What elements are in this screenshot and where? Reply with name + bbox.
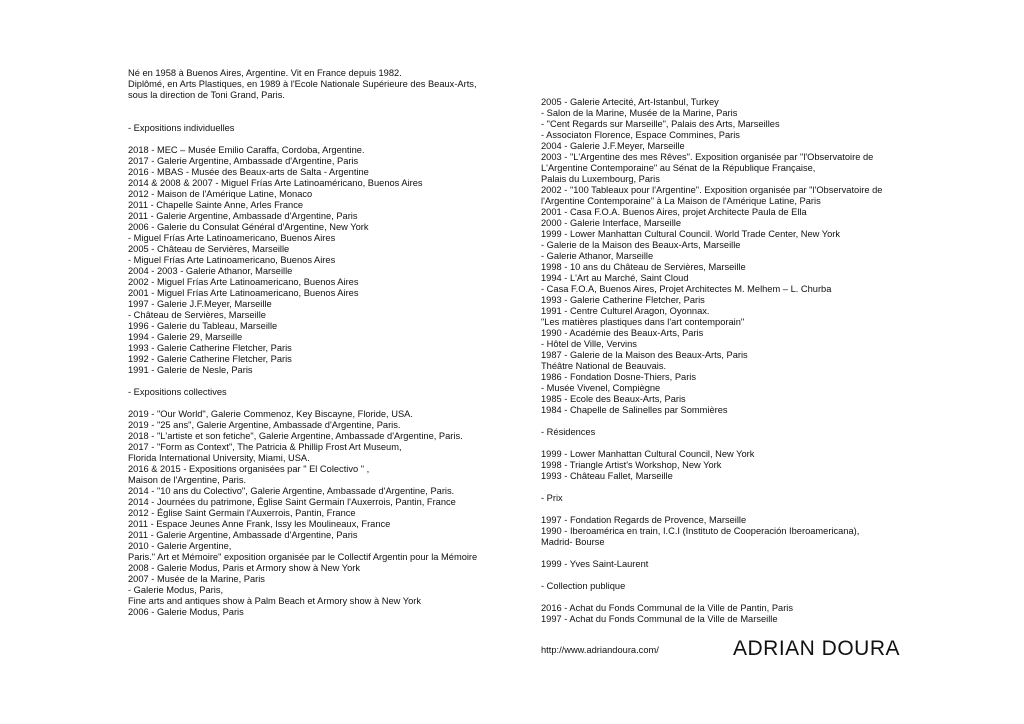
website-url[interactable]: http://www.adriandoura.com/ xyxy=(541,645,659,655)
cv-line: 2016 - MBAS - Musée des Beaux-arts de Salta - Argentine xyxy=(128,167,369,177)
cv-line: 2011 - Galerie Argentine, Ambassade d'Argentine, Paris xyxy=(128,211,358,221)
cv-line: 1993 - Galerie Catherine Fletcher, Paris xyxy=(541,295,705,305)
cv-line: 2001 - Casa F.O.A. Buenos Aires, projet Architecte Paula de Ella xyxy=(541,207,807,217)
cv-line: 1986 - Fondation Dosne-Thiers, Paris xyxy=(541,372,697,382)
cv-line: - Prix xyxy=(541,493,563,503)
cv-line xyxy=(128,101,528,112)
cv-line xyxy=(128,376,528,387)
cv-line: 2003 - "L'Argentine des mes Rêves". Exposition organisée par "l'Observatoire de xyxy=(541,152,874,162)
cv-line: 1990 - Iberoamérica en train, I.C.I (Instituto de Cooperación Iberoamericana), xyxy=(541,526,860,536)
cv-line xyxy=(128,134,528,145)
cv-line: 1997 - Galerie J.F.Meyer, Marseille xyxy=(128,299,272,309)
cv-line: 2005 - Château de Servières, Marseille xyxy=(128,244,290,254)
cv-line: - Résidences xyxy=(541,427,596,437)
cv-line: - Associaton Florence, Espace Commines, Paris xyxy=(541,130,740,140)
cv-line: 1999 - Lower Manhattan Cultural Council, New York xyxy=(541,449,755,459)
cv-line: 1996 - Galerie du Tableau, Marseille xyxy=(128,321,278,331)
cv-line: 2005 - Galerie Artecité, Art-Istanbul, Turkey xyxy=(541,97,719,107)
cv-line: 2011 - Espace Jeunes Anne Frank, Issy les Moulineaux, France xyxy=(128,519,391,529)
artist-signature: ADRIAN DOURA xyxy=(733,637,901,660)
left-column xyxy=(128,68,528,618)
cv-line: Florida International University, Miami, USA. xyxy=(128,453,310,463)
cv-line: 2016 & 2015 - Expositions organisées par " El Colectivo " , xyxy=(128,464,370,474)
cv-line: 1994 - L'Art au Marché, Saint Cloud xyxy=(541,273,689,283)
cv-line: 1998 - Triangle Artist's Workshop, New York xyxy=(541,460,722,470)
cv-line: 2006 - Galerie Modus, Paris xyxy=(128,607,244,617)
cv-line: - Galerie de la Maison des Beaux-Arts, Marseille xyxy=(541,240,741,250)
cv-line: - Casa F.O.A, Buenos Aires, Projet Architectes M. Melhem – L. Churba xyxy=(541,284,832,294)
cv-line: 2012 - Église Saint Germain l'Auxerrois, Pantin, France xyxy=(128,508,356,518)
cv-line: - Galerie Modus, Paris, xyxy=(128,585,224,595)
cv-line: - Salon de la Marine, Musée de la Marine, Paris xyxy=(541,108,738,118)
cv-line: Fine arts and antiques show à Palm Beach et Armory show à New York xyxy=(128,596,422,606)
cv-line: 2017 - Galerie Argentine, Ambassade d'Argentine, Paris xyxy=(128,156,359,166)
cv-line: 1992 - Galerie Catherine Fletcher, Paris xyxy=(128,354,292,364)
cv-line: - "Cent Regards sur Marseille", Palais des Arts, Marseilles xyxy=(541,119,780,129)
cv-line: 1999 - Lower Manhattan Cultural Council. World Trade Center, New York xyxy=(541,229,841,239)
cv-line xyxy=(541,416,961,427)
cv-line: 2001 - Miguel Frías Arte Latinoamericano, Buenos Aires xyxy=(128,288,359,298)
cv-line: 2000 - Galerie Interface, Marseille xyxy=(541,218,682,228)
cv-line: 2002 - Miguel Frías Arte Latinoamericano, Buenos Aires xyxy=(128,277,359,287)
cv-line: 1997 - Achat du Fonds Communal de la Ville de Marseille xyxy=(541,614,778,624)
cv-line: 1993 - Château Fallet, Marseille xyxy=(541,471,673,481)
cv-line: Diplômé, en Arts Plastiques, en 1989 à l'Ecole Nationale Supérieure des Beaux-Arts, xyxy=(128,79,477,89)
cv-line xyxy=(541,504,961,515)
cv-line: L'Argentine Contemporaine" au Sénat de la République Française, xyxy=(541,163,816,173)
cv-line: 2006 - Galerie du Consulat Général d'Argentine, New York xyxy=(128,222,369,232)
cv-line: 2019 - "Our World", Galerie Commenoz, Key Biscayne, Floride, USA. xyxy=(128,409,413,419)
cv-line: Palais du Luxembourg, Paris xyxy=(541,174,660,184)
cv-line: Théâtre National de Beauvais. xyxy=(541,361,667,371)
cv-line xyxy=(541,570,961,581)
cv-line: 1994 - Galerie 29, Marseille xyxy=(128,332,243,342)
cv-line: 1991 - Centre Culturel Aragon, Oyonnax. xyxy=(541,306,710,316)
cv-line: 2014 - Journées du patrimone, Église Saint Germain l'Auxerrois, Pantin, France xyxy=(128,497,456,507)
cv-line: 2019 - "25 ans", Galerie Argentine, Ambassade d'Argentine, Paris. xyxy=(128,420,401,430)
cv-line: 1993 - Galerie Catherine Fletcher, Paris xyxy=(128,343,292,353)
cv-line xyxy=(541,592,961,603)
cv-line: 2014 - "10 ans du Colectivo", Galerie Argentine, Ambassade d'Argentine, Paris. xyxy=(128,486,455,496)
cv-line: - Miguel Frías Arte Latinoamericano, Buenos Aires xyxy=(128,233,336,243)
cv-line xyxy=(541,482,961,493)
cv-line: 2010 - Galerie Argentine, xyxy=(128,541,232,551)
cv-line: 2011 - Galerie Argentine, Ambassade d'Argentine, Paris xyxy=(128,530,358,540)
cv-line: Madrid- Bourse xyxy=(541,537,605,547)
cv-line: sous la direction de Toni Grand, Paris. xyxy=(128,90,285,100)
cv-line: 2018 - "L'artiste et son fetiche", Galerie Argentine, Ambassade d'Argentine, Paris. xyxy=(128,431,463,441)
cv-line: Paris." Art et Mémoire" exposition organisée par le Collectif Argentin pour la Mémoire xyxy=(128,552,478,562)
cv-line: 2014 & 2008 & 2007 - Miguel Frías Arte Latinoaméricano, Buenos Aires xyxy=(128,178,423,188)
cv-line: l'Argentine Contemporaine" à La Maison de l'Amérique Latine, Paris xyxy=(541,196,821,206)
cv-line xyxy=(541,438,961,449)
cv-line: 2004 - 2003 - Galerie Athanor, Marseille xyxy=(128,266,293,276)
cv-line: - Expositions collectives xyxy=(128,387,227,397)
cv-line: 2016 - Achat du Fonds Communal de la Ville de Pantin, Paris xyxy=(541,603,794,613)
cv-line xyxy=(128,112,528,123)
cv-line: - Galerie Athanor, Marseille xyxy=(541,251,654,261)
cv-line: 2008 - Galerie Modus, Paris et Armory show à New York xyxy=(128,563,361,573)
cv-line: - Hôtel de Ville, Vervins xyxy=(541,339,637,349)
cv-line: - Collection publique xyxy=(541,581,626,591)
cv-line: - Château de Servières, Marseille xyxy=(128,310,266,320)
cv-line: Maison de l'Argentine, Paris. xyxy=(128,475,247,485)
cv-line: - Musée Vivenel, Compiègne xyxy=(541,383,661,393)
cv-line: 2017 - "Form as Context", The Patricia & Phillip Frost Art Museum, xyxy=(128,442,402,452)
right-column xyxy=(541,97,961,625)
cv-line: Né en 1958 à Buenos Aires, Argentine. Vit en France depuis 1982. xyxy=(128,68,402,78)
cv-line: 2002 - "100 Tableaux pour l'Argentine". Exposition organisée par "l'Observatoire de xyxy=(541,185,883,195)
cv-line: - Expositions individuelles xyxy=(128,123,235,133)
cv-line: 1997 - Fondation Regards de Provence, Marseille xyxy=(541,515,747,525)
cv-line: 1987 - Galerie de la Maison des Beaux-Arts, Paris xyxy=(541,350,748,360)
cv-line: 1999 - Yves Saint-Laurent xyxy=(541,559,649,569)
cv-line: 1998 - 10 ans du Château de Servières, Marseille xyxy=(541,262,746,272)
cv-line: 2007 - Musée de la Marine, Paris xyxy=(128,574,265,584)
cv-line: 2004 - Galerie J.F.Meyer, Marseille xyxy=(541,141,685,151)
cv-line: 2011 - Chapelle Sainte Anne, Arles France xyxy=(128,200,304,210)
cv-line: 2018 - MEC – Musée Emilio Caraffa, Cordoba, Argentine. xyxy=(128,145,365,155)
cv-line: 1984 - Chapelle de Salinelles par Sommières xyxy=(541,405,728,415)
cv-line: 1985 - Ecole des Beaux-Arts, Paris xyxy=(541,394,686,404)
cv-line: - Miguel Frías Arte Latinoamericano, Buenos Aires xyxy=(128,255,336,265)
cv-line xyxy=(128,398,528,409)
cv-line: 1991 - Galerie de Nesle, Paris xyxy=(128,365,253,375)
cv-line xyxy=(541,548,961,559)
cv-line: "Les matières plastiques dans l'art contemporain" xyxy=(541,317,745,327)
cv-line: 2012 - Maison de l'Amérique Latine, Monaco xyxy=(128,189,313,199)
cv-line: 1990 - Académie des Beaux-Arts, Paris xyxy=(541,328,704,338)
